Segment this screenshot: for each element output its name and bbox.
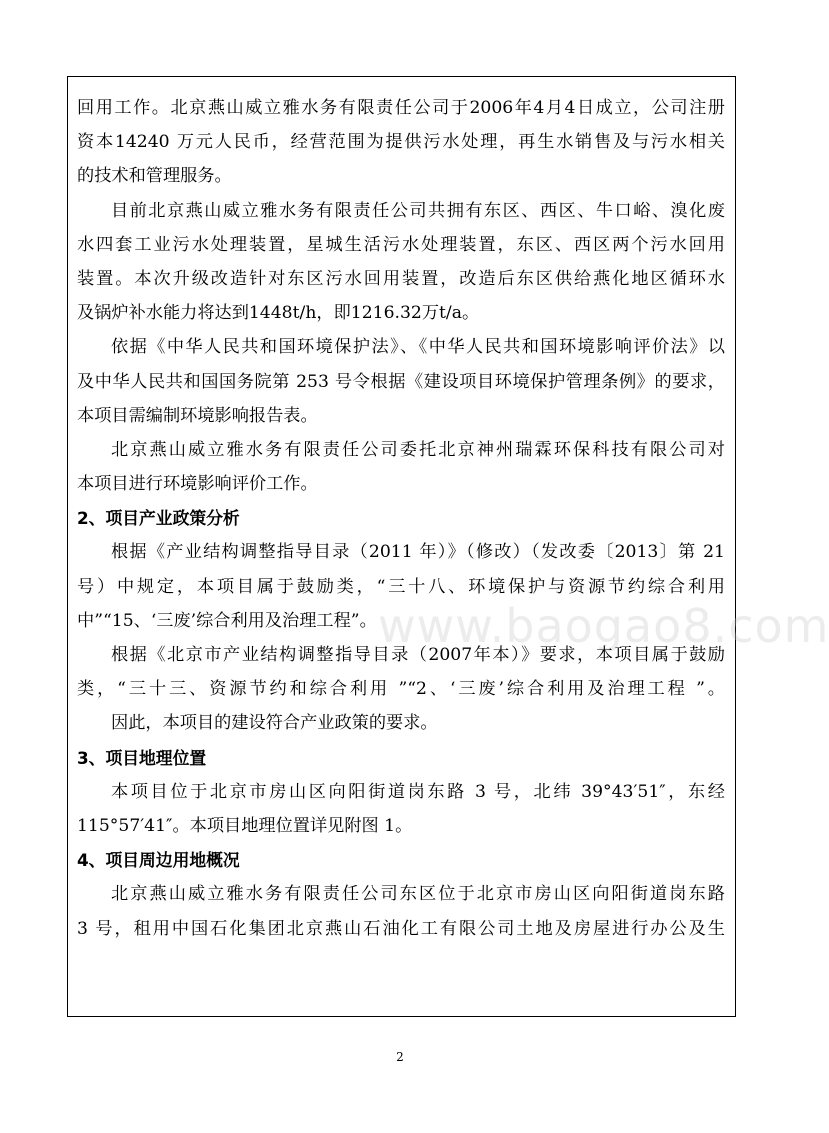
text-line: 3 号，租用中国石化集团北京燕山石油化工有限公司土地及房屋进行办公及生 bbox=[77, 918, 725, 939]
text-line: 本项目需编制环境影响报告表。 bbox=[77, 405, 318, 426]
text-line: 115°57′41″。本项目地理位置详见附图 1。 bbox=[77, 815, 413, 836]
text-line: 的技术和管理服务。 bbox=[77, 166, 232, 187]
text-line: 因此，本项目的建设符合产业政策的要求。 bbox=[111, 713, 438, 734]
text-line: 目前北京燕山威立雅水务有限责任公司共拥有东区、西区、牛口峪、溴化废 bbox=[111, 200, 725, 221]
text-line: 及中华人民共和国国务院第 253 号令根据《建设项目环境保护管理条例》的要求， bbox=[77, 371, 725, 392]
text-line: 根据《北京市产业结构调整指导目录（2007年本）》要求，本项目属于鼓励 bbox=[111, 645, 725, 665]
text-line: 本项目位于北京市房山区向阳街道岗东路 3 号，北纬 39°43′51″，东经 bbox=[111, 781, 725, 802]
text-line: 装置。本次升级改造针对东区污水回用装置，改造后东区供给燕化地区循环水 bbox=[77, 268, 725, 289]
text-line: 及锅炉补水能力将达到1448t/h，即1216.32万t/a。 bbox=[77, 303, 480, 324]
text-line: 号）中规定，本项目属于鼓励类，“三十八、环境保护与资源节约综合利用 bbox=[77, 576, 725, 597]
text-line: 北京燕山威立雅水务有限责任公司委托北京神州瑞霖环保科技有限公司对 bbox=[111, 439, 725, 460]
text-line: 依据《中华人民共和国环境保护法》、《中华人民共和国环境影响评价法》以 bbox=[111, 337, 725, 358]
document-body bbox=[77, 91, 725, 946]
text-line: 类，“三十三、资源节约和综合利用 ”“2、‘三废’综合利用及治理工程 ”。 bbox=[77, 679, 725, 700]
text-line: 北京燕山威立雅水务有限责任公司东区位于北京市房山区向阳街道岗东路 bbox=[111, 884, 725, 905]
text-line: 本项目进行环境影响评价工作。 bbox=[77, 474, 318, 495]
watermark: www.baogao8.com bbox=[378, 599, 829, 653]
text-line: 回用工作。北京燕山威立雅水务有限责任公司于2006年4月4日成立，公司注册 bbox=[77, 98, 725, 118]
text-line: 水四套工业污水处理装置，星城生活污水处理装置，东区、西区两个污水回用 bbox=[77, 234, 725, 255]
section-heading: 3、项目地理位置 bbox=[77, 747, 207, 768]
text-line: 根据《产业结构调整指导目录（2011 年）》（修改）（发改委〔2013〕第 21 bbox=[111, 542, 725, 563]
text-line: 中”“15、‘三废’综合利用及治理工程”。 bbox=[77, 610, 377, 631]
section-heading: 2、项目产业政策分析 bbox=[77, 508, 240, 529]
section-heading: 4、项目周边用地概况 bbox=[77, 850, 240, 871]
content-frame bbox=[67, 76, 829, 1017]
page-number: 2 bbox=[396, 1050, 404, 1064]
text-line: 资本14240 万元人民币，经营范围为提供污水处理，再生水销售及与污水相关 bbox=[77, 132, 725, 153]
